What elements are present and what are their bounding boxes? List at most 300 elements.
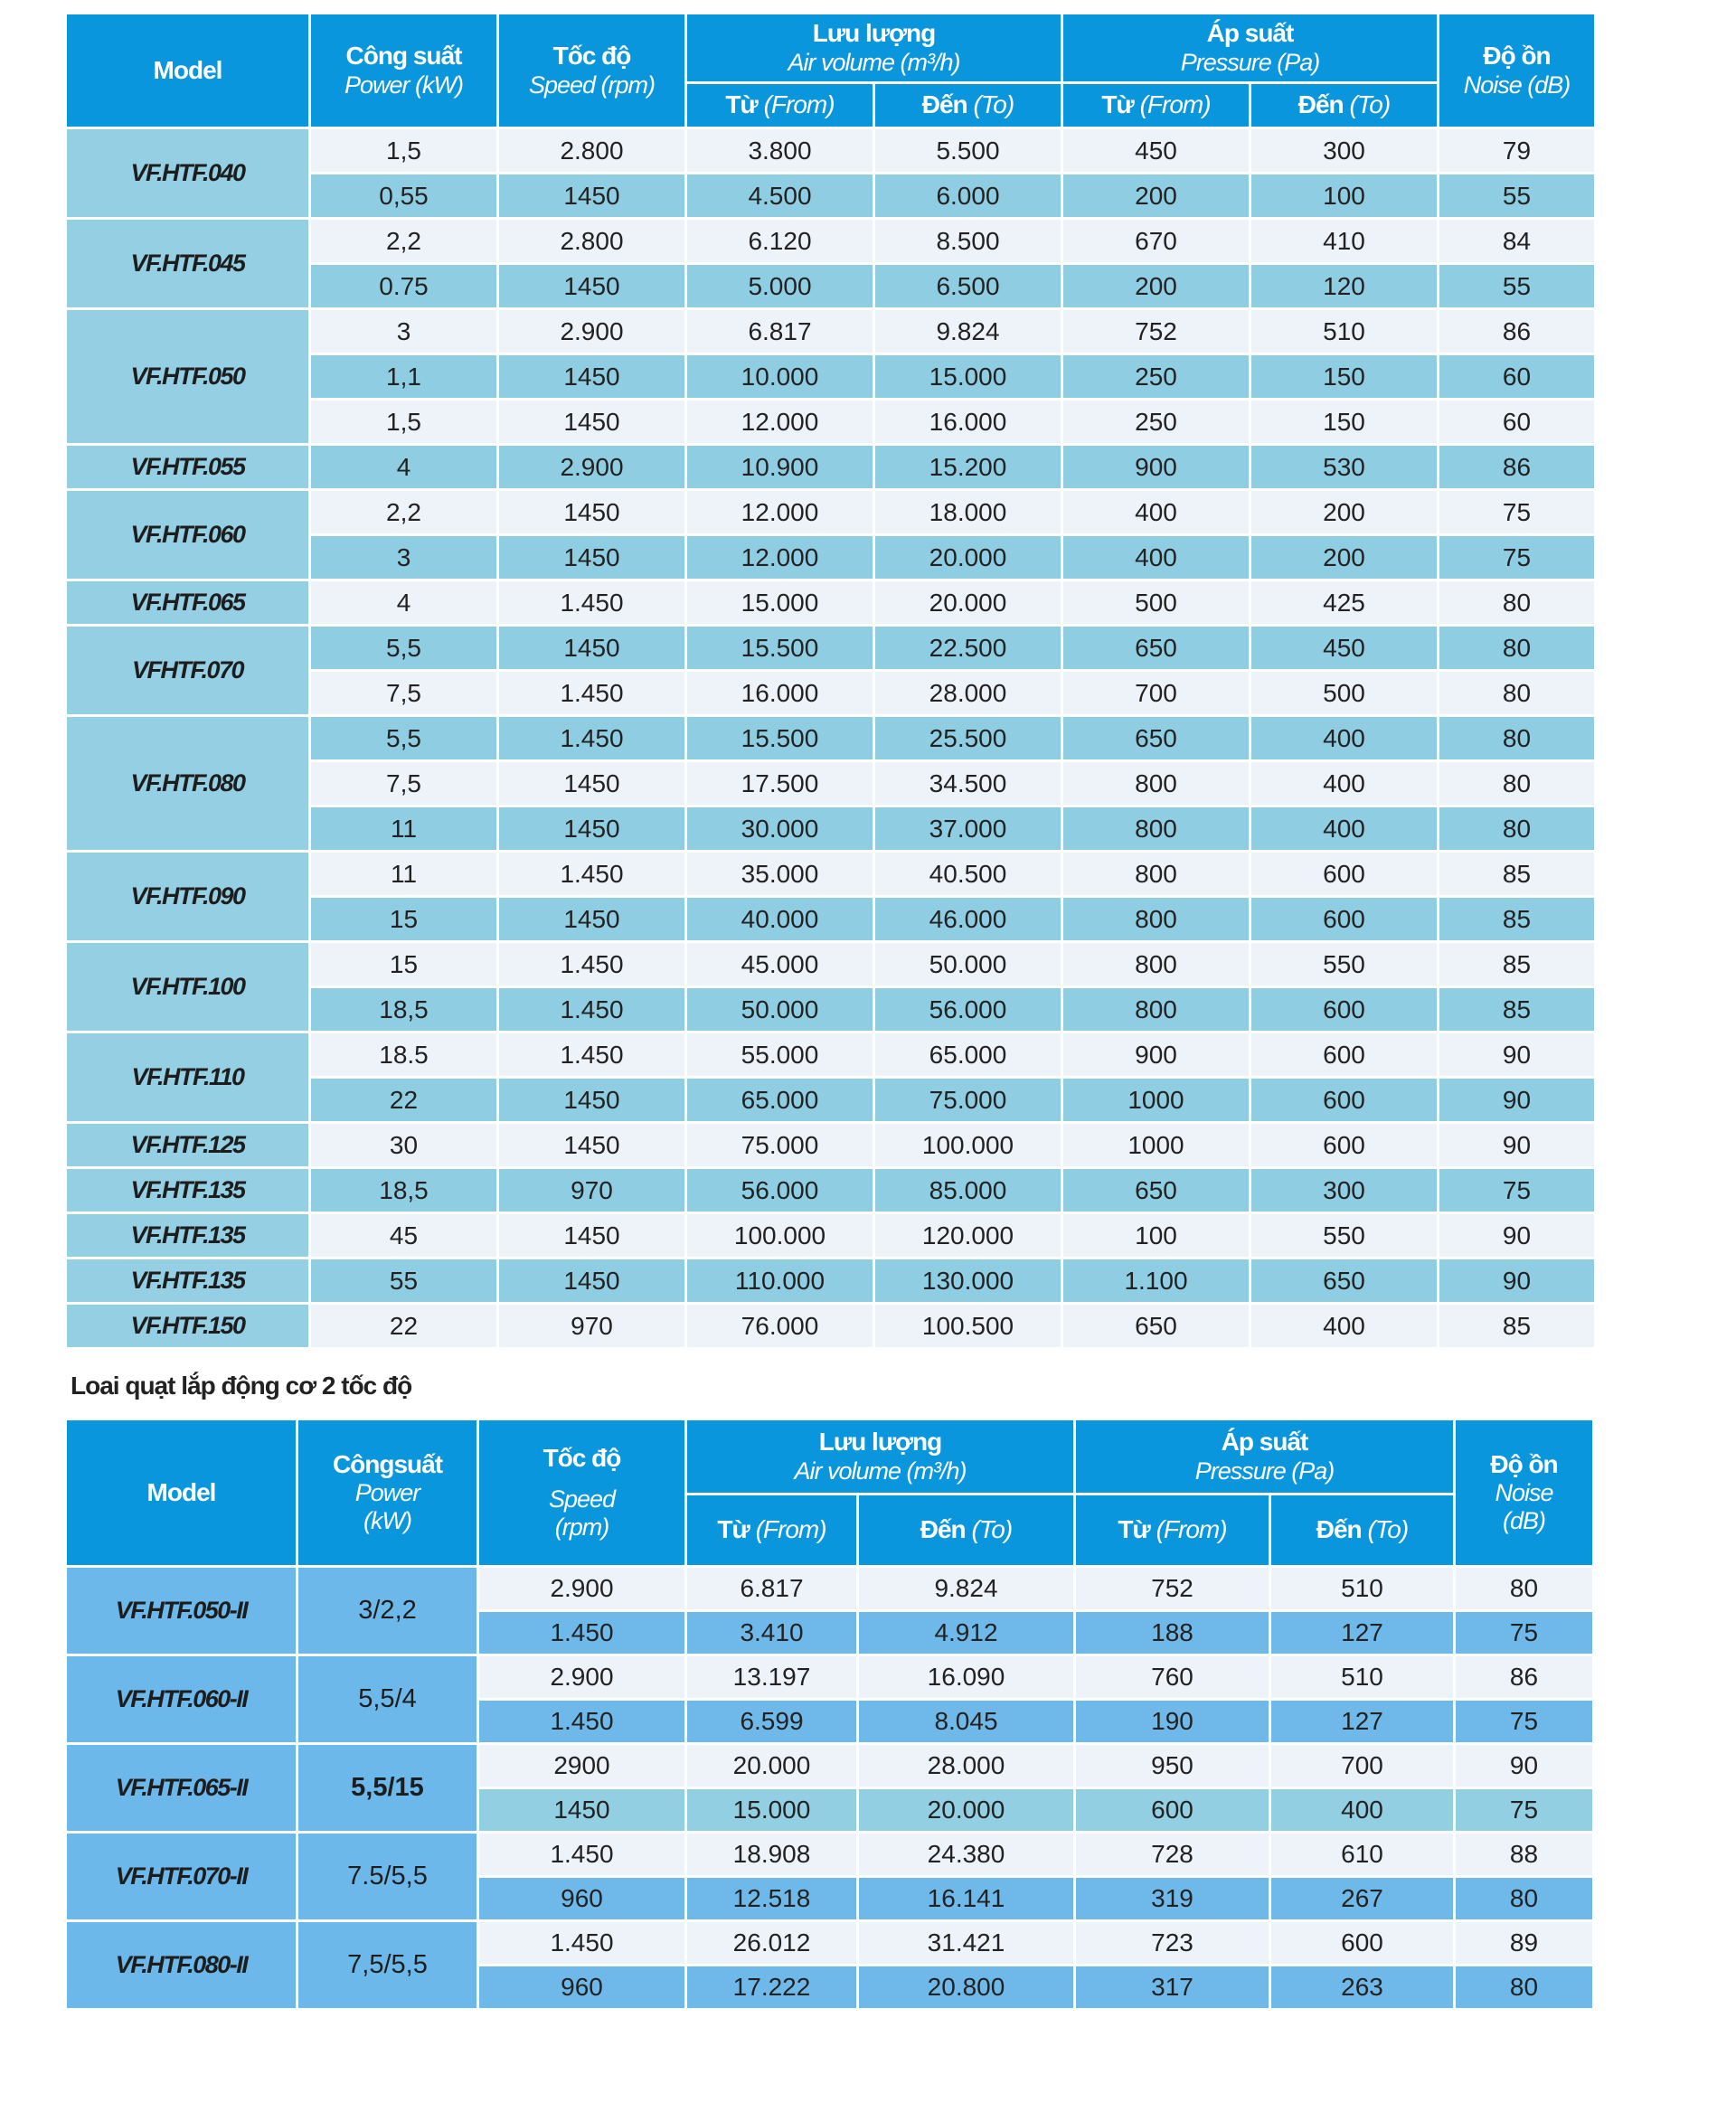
header-power: Công suất Power (kW) [311, 14, 499, 129]
power-cell: 0.75 [311, 265, 499, 310]
air-to-cell: 15.200 [875, 446, 1063, 491]
pressure-to-cell: 200 [1251, 536, 1439, 581]
air-to-cell: 8.045 [859, 1701, 1076, 1745]
table-row [67, 1568, 1595, 1612]
pressure-from-cell: 728 [1076, 1834, 1271, 1878]
pressure-to-cell: 127 [1271, 1701, 1456, 1745]
air-to-cell: 65.000 [875, 1033, 1063, 1079]
model-cell: VF.HTF.090 [67, 853, 311, 943]
pressure-from-cell: 650 [1063, 627, 1251, 672]
noise-cell: 60 [1439, 401, 1597, 446]
power-cell: 18,5 [311, 988, 499, 1033]
air-from-cell: 13.197 [687, 1656, 859, 1701]
speed-cell: 2.900 [499, 446, 687, 491]
air-to-cell: 28.000 [859, 1745, 1076, 1789]
power-cell: 15 [311, 898, 499, 943]
air-to-cell: 8.500 [875, 220, 1063, 265]
noise-cell: 85 [1439, 943, 1597, 988]
pressure-to-cell: 610 [1271, 1834, 1456, 1878]
power-cell: 4 [311, 581, 499, 627]
model-cell: VF.HTF.065 [67, 581, 311, 627]
pressure-from-cell: 250 [1063, 355, 1251, 401]
noise-cell: 80 [1456, 1966, 1595, 2011]
speed-cell: 1.450 [479, 1701, 687, 1745]
air-from-cell: 12.000 [687, 491, 875, 536]
air-from-cell: 4.500 [687, 174, 875, 220]
noise-cell: 80 [1439, 807, 1597, 853]
pressure-from-cell: 450 [1063, 129, 1251, 174]
power-cell: 22 [311, 1305, 499, 1350]
model-cell: VF.HTF.050-II [67, 1568, 298, 1656]
pressure-from-cell: 800 [1063, 943, 1251, 988]
pressure-to-cell: 100 [1251, 174, 1439, 220]
table-row [67, 1305, 1597, 1350]
speed-cell: 1.450 [499, 988, 687, 1033]
speed-cell: 970 [499, 1169, 687, 1214]
speed-cell: 1450 [499, 762, 687, 807]
air-from-cell: 6.120 [687, 220, 875, 265]
power-cell: 7.5/5,5 [298, 1834, 479, 1922]
air-from-cell: 5.000 [687, 265, 875, 310]
pressure-to-cell: 150 [1251, 355, 1439, 401]
power-cell: 15 [311, 943, 499, 988]
table-row [67, 1033, 1597, 1079]
air-to-cell: 100.000 [875, 1124, 1063, 1169]
header-air-from: Từ (From) [687, 1495, 859, 1568]
power-cell: 55 [311, 1259, 499, 1305]
power-cell: 5,5 [311, 717, 499, 762]
table-row [67, 446, 1597, 491]
air-from-cell: 55.000 [687, 1033, 875, 1079]
air-from-cell: 50.000 [687, 988, 875, 1033]
air-from-cell: 56.000 [687, 1169, 875, 1214]
model-cell: VFHTF.070 [67, 627, 311, 717]
pressure-to-cell: 263 [1271, 1966, 1456, 2011]
air-to-cell: 24.380 [859, 1834, 1076, 1878]
pressure-to-cell: 700 [1271, 1745, 1456, 1789]
power-cell: 1,5 [311, 401, 499, 446]
noise-cell: 85 [1439, 853, 1597, 898]
table2-body [67, 1568, 1595, 2011]
speed-cell: 1450 [499, 1259, 687, 1305]
air-from-cell: 16.000 [687, 672, 875, 717]
noise-cell: 75 [1456, 1789, 1595, 1834]
pressure-from-cell: 900 [1063, 1033, 1251, 1079]
model-cell: VF.HTF.045 [67, 220, 311, 310]
pressure-from-cell: 250 [1063, 401, 1251, 446]
noise-cell: 85 [1439, 988, 1597, 1033]
table-row [67, 1169, 1597, 1214]
pressure-to-cell: 510 [1271, 1656, 1456, 1701]
pressure-to-cell: 600 [1251, 853, 1439, 898]
pressure-from-cell: 1.100 [1063, 1259, 1251, 1305]
pressure-to-cell: 600 [1251, 1124, 1439, 1169]
power-cell: 18.5 [311, 1033, 499, 1079]
table-row [67, 1259, 1597, 1305]
pressure-to-cell: 400 [1251, 717, 1439, 762]
table-row [67, 310, 1597, 355]
noise-cell: 80 [1439, 627, 1597, 672]
speed-cell: 1450 [499, 491, 687, 536]
pressure-from-cell: 800 [1063, 762, 1251, 807]
air-to-cell: 75.000 [875, 1079, 1063, 1124]
pressure-to-cell: 600 [1251, 1033, 1439, 1079]
table-row [67, 129, 1597, 174]
air-from-cell: 45.000 [687, 943, 875, 988]
noise-cell: 90 [1439, 1033, 1597, 1079]
pressure-to-cell: 510 [1271, 1568, 1456, 1612]
pressure-from-cell: 1000 [1063, 1079, 1251, 1124]
noise-cell: 80 [1456, 1568, 1595, 1612]
noise-cell: 90 [1439, 1259, 1597, 1305]
power-cell: 5,5 [311, 627, 499, 672]
power-cell: 1,1 [311, 355, 499, 401]
header-model: Model [67, 1420, 298, 1568]
single-speed-fan-table [67, 14, 1597, 1350]
model-cell: VF.HTF.110 [67, 1033, 311, 1124]
noise-cell: 86 [1456, 1656, 1595, 1701]
air-to-cell: 20.800 [859, 1966, 1076, 2011]
speed-cell: 1.450 [479, 1922, 687, 1966]
noise-cell: 89 [1456, 1922, 1595, 1966]
speed-cell: 1450 [499, 355, 687, 401]
pressure-to-cell: 425 [1251, 581, 1439, 627]
pressure-from-cell: 600 [1076, 1789, 1271, 1834]
air-to-cell: 130.000 [875, 1259, 1063, 1305]
power-cell: 22 [311, 1079, 499, 1124]
model-cell: VF.HTF.060 [67, 491, 311, 581]
power-cell: 0,55 [311, 174, 499, 220]
noise-cell: 75 [1439, 491, 1597, 536]
pressure-from-cell: 760 [1076, 1656, 1271, 1701]
header-pressure-from: Từ (From) [1063, 84, 1251, 129]
pressure-to-cell: 300 [1251, 1169, 1439, 1214]
table-row [67, 1922, 1595, 1966]
pressure-to-cell: 450 [1251, 627, 1439, 672]
noise-cell: 88 [1456, 1834, 1595, 1878]
air-from-cell: 15.500 [687, 627, 875, 672]
air-from-cell: 17.500 [687, 762, 875, 807]
header-noise: Độ ồn Noise (dB) [1456, 1420, 1595, 1568]
noise-cell: 86 [1439, 310, 1597, 355]
table1-body [67, 129, 1597, 1350]
pressure-from-cell: 650 [1063, 717, 1251, 762]
power-cell: 5,5/15 [298, 1745, 479, 1834]
power-cell: 3 [311, 536, 499, 581]
table-row [67, 220, 1597, 265]
pressure-to-cell: 530 [1251, 446, 1439, 491]
table2-header [67, 1420, 1595, 1568]
power-cell: 1,5 [311, 129, 499, 174]
speed-cell: 1450 [479, 1789, 687, 1834]
speed-cell: 1.450 [499, 853, 687, 898]
table-row [67, 1656, 1595, 1701]
power-cell: 45 [311, 1214, 499, 1259]
power-cell: 30 [311, 1124, 499, 1169]
air-from-cell: 3.410 [687, 1612, 859, 1656]
pressure-to-cell: 550 [1251, 943, 1439, 988]
pressure-to-cell: 267 [1271, 1878, 1456, 1922]
speed-cell: 1450 [499, 898, 687, 943]
power-cell: 18,5 [311, 1169, 499, 1214]
air-from-cell: 10.000 [687, 355, 875, 401]
pressure-from-cell: 900 [1063, 446, 1251, 491]
speed-cell: 1.450 [499, 1033, 687, 1079]
header-pressure-to: Đến (To) [1251, 84, 1439, 129]
air-to-cell: 120.000 [875, 1214, 1063, 1259]
pressure-to-cell: 650 [1251, 1259, 1439, 1305]
speed-cell: 960 [479, 1878, 687, 1922]
air-to-cell: 9.824 [875, 310, 1063, 355]
power-cell: 11 [311, 807, 499, 853]
header-speed: Tốc độ Speed (rpm) [499, 14, 687, 129]
header-air-to: Đến (To) [859, 1495, 1076, 1568]
speed-cell: 1450 [499, 1079, 687, 1124]
model-cell: VF.HTF.080-II [67, 1922, 298, 2011]
noise-cell: 75 [1439, 1169, 1597, 1214]
pressure-from-cell: 950 [1076, 1745, 1271, 1789]
pressure-to-cell: 410 [1251, 220, 1439, 265]
pressure-from-cell: 200 [1063, 174, 1251, 220]
noise-cell: 80 [1439, 672, 1597, 717]
air-from-cell: 3.800 [687, 129, 875, 174]
pressure-from-cell: 752 [1063, 310, 1251, 355]
header-model: Model [67, 14, 311, 129]
pressure-from-cell: 723 [1076, 1922, 1271, 1966]
speed-cell: 960 [479, 1966, 687, 2011]
air-to-cell: 28.000 [875, 672, 1063, 717]
header-air-volume: Lưu lượng Air volume (m³/h) [687, 1420, 1076, 1495]
model-cell: VF.HTF.065-II [67, 1745, 298, 1834]
speed-cell: 2.800 [499, 129, 687, 174]
pressure-to-cell: 600 [1271, 1922, 1456, 1966]
air-to-cell: 20.000 [875, 536, 1063, 581]
air-to-cell: 100.500 [875, 1305, 1063, 1350]
pressure-to-cell: 400 [1271, 1789, 1456, 1834]
air-to-cell: 16.090 [859, 1656, 1076, 1701]
noise-cell: 90 [1439, 1124, 1597, 1169]
air-from-cell: 26.012 [687, 1922, 859, 1966]
speed-cell: 1.450 [479, 1834, 687, 1878]
pressure-from-cell: 752 [1076, 1568, 1271, 1612]
table-row [67, 581, 1597, 627]
air-from-cell: 6.817 [687, 1568, 859, 1612]
speed-cell: 1.450 [479, 1612, 687, 1656]
noise-cell: 90 [1456, 1745, 1595, 1789]
model-cell: VF.HTF.070-II [67, 1834, 298, 1922]
pressure-to-cell: 127 [1271, 1612, 1456, 1656]
pressure-to-cell: 600 [1251, 898, 1439, 943]
speed-cell: 1450 [499, 627, 687, 672]
air-to-cell: 6.500 [875, 265, 1063, 310]
model-cell: VF.HTF.150 [67, 1305, 311, 1350]
air-to-cell: 31.421 [859, 1922, 1076, 1966]
power-cell: 3/2,2 [298, 1568, 479, 1656]
header-air-from: Từ (From) [687, 84, 875, 129]
pressure-from-cell: 800 [1063, 807, 1251, 853]
air-to-cell: 15.000 [875, 355, 1063, 401]
air-from-cell: 6.817 [687, 310, 875, 355]
header-pressure: Áp suất Pressure (Pa) [1063, 14, 1439, 84]
model-cell: VF.HTF.050 [67, 310, 311, 446]
air-to-cell: 50.000 [875, 943, 1063, 988]
speed-cell: 1.450 [499, 672, 687, 717]
power-cell: 5,5/4 [298, 1656, 479, 1745]
pressure-from-cell: 317 [1076, 1966, 1271, 2011]
pressure-to-cell: 200 [1251, 491, 1439, 536]
noise-cell: 75 [1456, 1612, 1595, 1656]
air-from-cell: 15.500 [687, 717, 875, 762]
pressure-to-cell: 120 [1251, 265, 1439, 310]
model-cell: VF.HTF.125 [67, 1124, 311, 1169]
pressure-from-cell: 188 [1076, 1612, 1271, 1656]
table-row [67, 717, 1597, 762]
table-row [67, 627, 1597, 672]
pressure-to-cell: 550 [1251, 1214, 1439, 1259]
pressure-to-cell: 600 [1251, 988, 1439, 1033]
table1-header [67, 14, 1597, 129]
power-cell: 11 [311, 853, 499, 898]
model-cell: VF.HTF.040 [67, 129, 311, 220]
air-to-cell: 16.000 [875, 401, 1063, 446]
air-to-cell: 37.000 [875, 807, 1063, 853]
speed-cell: 1450 [499, 536, 687, 581]
air-to-cell: 22.500 [875, 627, 1063, 672]
speed-cell: 1450 [499, 401, 687, 446]
model-cell: VF.HTF.135 [67, 1169, 311, 1214]
header-pressure-from: Từ (From) [1076, 1495, 1271, 1568]
air-from-cell: 15.000 [687, 581, 875, 627]
noise-cell: 80 [1439, 581, 1597, 627]
header-power: Côngsuất Power (kW) [298, 1420, 479, 1568]
noise-cell: 75 [1456, 1701, 1595, 1745]
air-from-cell: 76.000 [687, 1305, 875, 1350]
header-air-volume: Lưu lượng Air volume (m³/h) [687, 14, 1063, 84]
model-cell: VF.HTF.135 [67, 1214, 311, 1259]
air-from-cell: 10.900 [687, 446, 875, 491]
speed-cell: 2.900 [479, 1656, 687, 1701]
air-from-cell: 40.000 [687, 898, 875, 943]
header-pressure-to: Đến (To) [1271, 1495, 1456, 1568]
speed-cell: 970 [499, 1305, 687, 1350]
pressure-from-cell: 319 [1076, 1878, 1271, 1922]
speed-cell: 1450 [499, 1124, 687, 1169]
pressure-from-cell: 500 [1063, 581, 1251, 627]
noise-cell: 80 [1439, 717, 1597, 762]
pressure-from-cell: 800 [1063, 853, 1251, 898]
table-row [67, 491, 1597, 536]
air-from-cell: 17.222 [687, 1966, 859, 2011]
pressure-from-cell: 670 [1063, 220, 1251, 265]
power-cell: 3 [311, 310, 499, 355]
noise-cell: 86 [1439, 446, 1597, 491]
header-speed: Tốc độ Speed (rpm) [479, 1420, 687, 1568]
pressure-to-cell: 300 [1251, 129, 1439, 174]
air-to-cell: 18.000 [875, 491, 1063, 536]
power-cell: 7,5 [311, 762, 499, 807]
noise-cell: 85 [1439, 898, 1597, 943]
air-to-cell: 46.000 [875, 898, 1063, 943]
speed-cell: 1450 [499, 1214, 687, 1259]
air-to-cell: 6.000 [875, 174, 1063, 220]
air-from-cell: 6.599 [687, 1701, 859, 1745]
power-cell: 2,2 [311, 491, 499, 536]
pressure-from-cell: 800 [1063, 898, 1251, 943]
speed-cell: 1450 [499, 265, 687, 310]
noise-cell: 90 [1439, 1214, 1597, 1259]
two-speed-fan-table [67, 1420, 1595, 2011]
air-from-cell: 110.000 [687, 1259, 875, 1305]
model-cell: VF.HTF.135 [67, 1259, 311, 1305]
speed-cell: 2900 [479, 1745, 687, 1789]
air-to-cell: 34.500 [875, 762, 1063, 807]
air-from-cell: 100.000 [687, 1214, 875, 1259]
table-row [67, 853, 1597, 898]
table-row [67, 1745, 1595, 1789]
air-to-cell: 20.000 [875, 581, 1063, 627]
noise-cell: 80 [1456, 1878, 1595, 1922]
table-row [67, 1834, 1595, 1878]
pressure-to-cell: 150 [1251, 401, 1439, 446]
air-to-cell: 5.500 [875, 129, 1063, 174]
noise-cell: 79 [1439, 129, 1597, 174]
pressure-to-cell: 500 [1251, 672, 1439, 717]
pressure-to-cell: 600 [1251, 1079, 1439, 1124]
table-row [67, 943, 1597, 988]
air-to-cell: 9.824 [859, 1568, 1076, 1612]
table-row [67, 1214, 1597, 1259]
air-to-cell: 85.000 [875, 1169, 1063, 1214]
header-noise: Độ ồn Noise (dB) [1439, 14, 1597, 129]
pressure-from-cell: 200 [1063, 265, 1251, 310]
model-cell: VF.HTF.100 [67, 943, 311, 1033]
speed-cell: 1450 [499, 807, 687, 853]
power-cell: 7,5/5,5 [298, 1922, 479, 2011]
noise-cell: 84 [1439, 220, 1597, 265]
air-from-cell: 30.000 [687, 807, 875, 853]
pressure-from-cell: 800 [1063, 988, 1251, 1033]
pressure-from-cell: 650 [1063, 1305, 1251, 1350]
speed-cell: 1.450 [499, 717, 687, 762]
speed-cell: 1.450 [499, 943, 687, 988]
pressure-from-cell: 700 [1063, 672, 1251, 717]
pressure-from-cell: 100 [1063, 1214, 1251, 1259]
air-from-cell: 18.908 [687, 1834, 859, 1878]
noise-cell: 85 [1439, 1305, 1597, 1350]
power-cell: 7,5 [311, 672, 499, 717]
model-cell: VF.HTF.080 [67, 717, 311, 853]
air-from-cell: 15.000 [687, 1789, 859, 1834]
speed-cell: 2.900 [499, 310, 687, 355]
noise-cell: 75 [1439, 536, 1597, 581]
air-to-cell: 56.000 [875, 988, 1063, 1033]
air-to-cell: 20.000 [859, 1789, 1076, 1834]
pressure-to-cell: 400 [1251, 762, 1439, 807]
speed-cell: 1450 [499, 174, 687, 220]
two-speed-section-title: Loai quạt lắp động cơ 2 tốc độ [71, 1372, 412, 1400]
air-from-cell: 65.000 [687, 1079, 875, 1124]
pressure-from-cell: 650 [1063, 1169, 1251, 1214]
air-from-cell: 75.000 [687, 1124, 875, 1169]
noise-cell: 55 [1439, 174, 1597, 220]
model-cell: VF.HTF.055 [67, 446, 311, 491]
air-from-cell: 12.000 [687, 536, 875, 581]
table-row [67, 1124, 1597, 1169]
air-to-cell: 25.500 [875, 717, 1063, 762]
pressure-to-cell: 510 [1251, 310, 1439, 355]
header-air-to: Đến (To) [875, 84, 1063, 129]
noise-cell: 55 [1439, 265, 1597, 310]
